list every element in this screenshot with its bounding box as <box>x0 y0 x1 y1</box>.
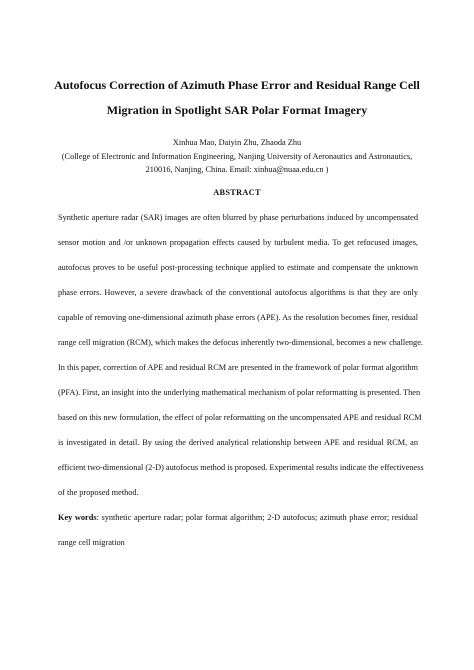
affiliation-line-1: (College of Electronic and Information Engineering, Nanjing University of Aeronautics and Astronautics, <box>61 152 413 161</box>
abstract-line: autofocus proves to be useful post-processing technique applied to estimate and compensate the unknown <box>58 263 418 272</box>
abstract-line: is investigated in detail. By using the derived analytical relationship between APE and residual RCM, an <box>58 438 418 447</box>
author-list: Xinhua Mao, Daiyin Zhu, Zhaoda Zhu <box>172 138 302 147</box>
keywords-line-1 <box>58 512 418 523</box>
abstract-line: (PFA). First, an insight into the underlying mathematical mechanism of polar reformatting is presented. Then <box>58 388 421 397</box>
keywords-label: Key words <box>58 513 97 522</box>
abstract-line: sensor motion and /or unknown propagation effects caused by turbulent media. To get refocused images, <box>58 238 418 247</box>
affiliation-line-2: 210016, Nanjing, China. Email: xinhua@nuaa.edu.cn ) <box>145 165 329 174</box>
keywords-line-2: range cell migration <box>58 538 125 547</box>
abstract-line: capable of removing one-dimensional azimuth phase errors (APE). As the resolution becomes finer, residual <box>58 313 418 322</box>
abstract-line: phase errors. However, a severe drawback of the conventional autofocus algorithms is that they are only <box>58 288 418 297</box>
abstract-line: efficient two-dimensional (2-D) autofocus method is proposed. Experimental results indicate the effectiveness <box>58 463 424 472</box>
abstract-line: range cell migration (RCM), which makes the defocus inherently two-dimensional, becomes a new challenge. <box>58 338 423 347</box>
paper-title-line-2: Migration in Spotlight SAR Polar Format Imagery <box>106 103 368 117</box>
abstract-line: of the proposed method. <box>58 488 139 497</box>
abstract-line: In this paper, correction of APE and residual RCM are presented in the framework of polar format algorithm <box>58 363 419 372</box>
paper-title-line-1: Autofocus Correction of Azimuth Phase Error and Residual Range Cell <box>54 78 420 92</box>
keywords-text: : synthetic aperture radar; polar format algorithm; 2-D autofocus; azimuth phase error; residual <box>96 513 419 522</box>
abstract-heading: ABSTRACT <box>213 188 261 197</box>
abstract-line: Synthetic aperture radar (SAR) images are often blurred by phase perturbations induced by uncompensated <box>58 213 418 222</box>
abstract-line: based on this new formulation, the effect of polar reformatting on the uncompensated APE and residual RCM <box>58 413 422 422</box>
